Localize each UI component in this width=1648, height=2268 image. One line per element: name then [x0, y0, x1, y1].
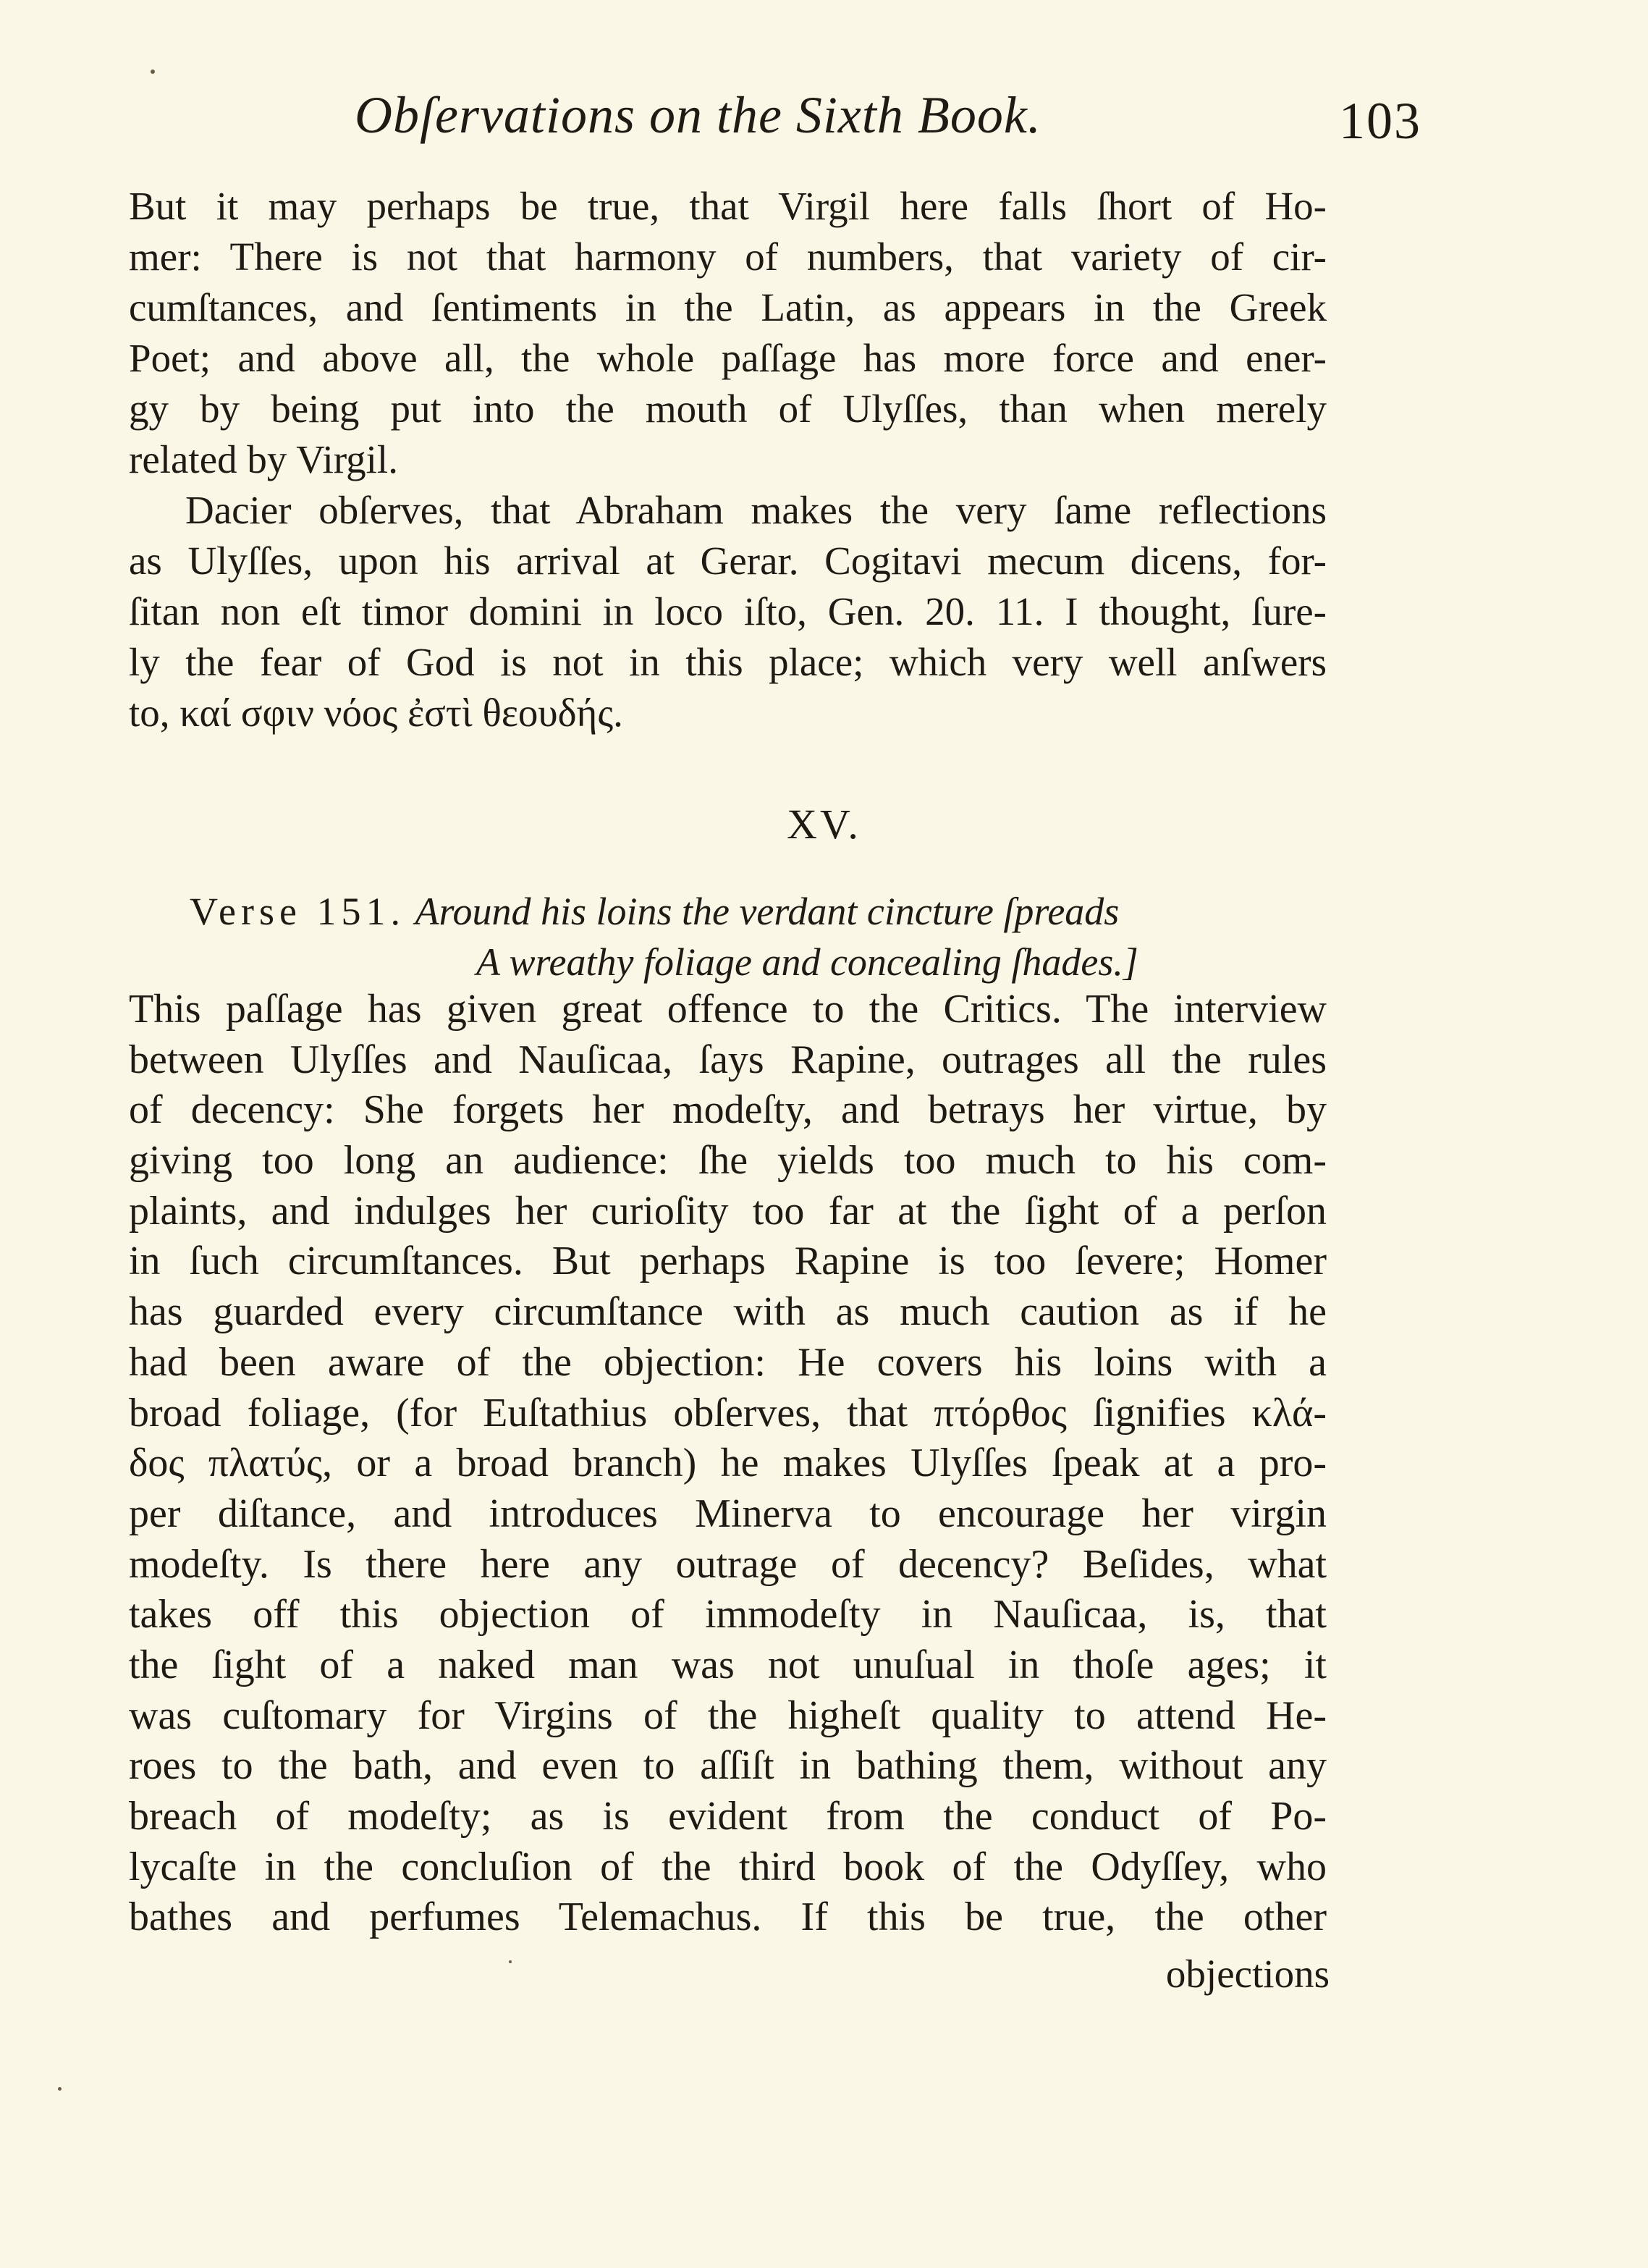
text-line: mer: There is not that harmony of numbers, that variety of cir-: [129, 235, 1327, 279]
text-line: broad foliage, (for Euſtathius obſerves, that πτόρθος ſignifies κλά-: [129, 1390, 1327, 1436]
text-line: per diſtance, and introduces Minerva to encourage her virgin: [129, 1491, 1327, 1536]
text-line: cumſtances, and ſentiments in the Latin, as appears in the Greek: [129, 285, 1327, 329]
paper-speck: [151, 69, 155, 74]
paragraph-rapine: [129, 985, 1327, 1943]
text-line: modeſty. Is there here any outrage of decency? Beſides, what: [129, 1541, 1327, 1587]
text-line: breach of modeſty; as is evident from the conduct of Po-: [129, 1794, 1327, 1839]
text-line: the ſight of a naked man was not unuſual in thoſe ages; it: [129, 1642, 1327, 1687]
text-line: to, καί σφιν νόος ἐστὶ θεουδής.: [129, 691, 623, 735]
text-line: ly the fear of God is not in this place; which very well anſwers: [129, 640, 1327, 684]
text-line: bathes and perfumes Telemachus. If this be true, the other: [129, 1894, 1327, 1940]
text-line: has guarded every circumſtance with as much caution as if he: [129, 1289, 1327, 1335]
text-line: ſitan non eſt timor domini in loco iſto, Gen. 20. 11. I thought, ſure-: [129, 589, 1327, 633]
verse-line-1: Around his loins the verdant cincture ſpreads: [415, 890, 1120, 933]
page-number: 103: [1339, 92, 1421, 150]
text-line: giving too long an audience: ſhe yields too much to his com-: [129, 1138, 1327, 1184]
text-line: lycaſte in the concluſion of the third book of the Odyſſey, who: [129, 1844, 1327, 1889]
catchword: objections: [1165, 1952, 1330, 1996]
text-line: in ſuch circumſtances. But perhaps Rapine is too ſevere; Homer: [129, 1239, 1327, 1284]
verse-reference: [190, 889, 1119, 934]
text-line: of decency: She forgets her modeſty, and betrays her virtue, by: [129, 1087, 1327, 1133]
running-head: [0, 85, 1648, 158]
section-numeral: XV.: [787, 801, 861, 848]
text-line: roes to the bath, and even to aſſiſt in bathing them, without any: [129, 1743, 1327, 1789]
text-line: had been aware of the objection: He covers his loins with a: [129, 1339, 1327, 1385]
paragraph-virgil-homer: [129, 181, 1327, 485]
text-line: Dacier obſerves, that Abraham makes the very ſame reflections: [185, 488, 1327, 532]
text-line: This paſſage has given great offence to the Critics. The interview: [129, 987, 1327, 1032]
paper-speck: [509, 1960, 512, 1963]
text-line: But it may perhaps be true, that Virgil here falls ſhort of Ho-: [129, 184, 1327, 228]
text-line: takes off this objection of immodeſty in Nauſicaa, is, that: [129, 1592, 1327, 1637]
paper-speck: [58, 2087, 62, 2091]
running-head-title: Obſervations on the Sixth Book.: [355, 86, 1041, 144]
verse-line-2: A wreathy foliage and concealing ſhades.]: [476, 940, 1138, 984]
text-line: related by Virgil.: [129, 437, 398, 481]
text-line: plaints, and indulges her curioſity too far at the ſight of a perſon: [129, 1188, 1327, 1234]
verse-label: Verse 151.: [190, 890, 405, 933]
text-line: as Ulyſſes, upon his arrival at Gerar. Cogitavi mecum dicens, for-: [129, 539, 1327, 583]
text-line: between Ulyſſes and Nauſicaa, ſays Rapine, outrages all the rules: [129, 1037, 1327, 1082]
paragraph-dacier: [129, 485, 1327, 738]
text-line: gy by being put into the mouth of Ulyſſes, than when merely: [129, 387, 1327, 431]
text-line: was cuſtomary for Virgins of the higheſt quality to attend He-: [129, 1692, 1327, 1738]
text-line: Poet; and above all, the whole paſſage has more force and ener-: [129, 336, 1327, 380]
text-line: δος πλατύς, or a broad branch) he makes Ulyſſes ſpeak at a pro-: [129, 1441, 1327, 1486]
